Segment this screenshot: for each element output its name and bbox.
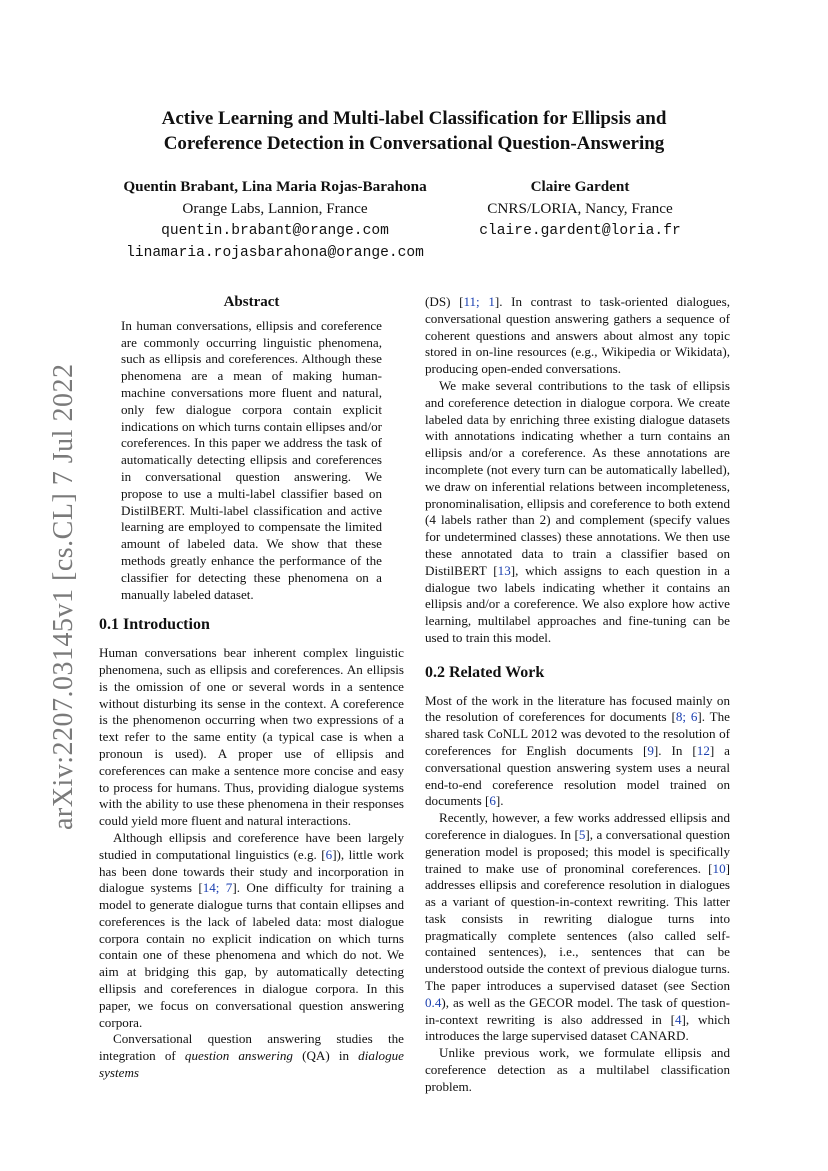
section-reference-link[interactable]: 0.4: [425, 994, 442, 1010]
title-line-2: Coreference Detection in Conversational Question-Answering: [163, 133, 665, 154]
intro-paragraph-3-start: [99, 1031, 404, 1081]
author-block-loria: [430, 176, 730, 242]
text-run: Recently, however, a few works addressed ellipsis and coreference in dialogues. In [: [425, 810, 730, 842]
intro-paragraph-2: [99, 830, 404, 1032]
arxiv-identifier-stamp: [4, 363, 79, 850]
author-block-orange: [100, 176, 450, 264]
text-run: ]. The shared task CoNLL 2012 was devoted to the resolution of coreferences for English documents [: [425, 709, 730, 758]
section-heading-introduction: 0.1 Introduction: [99, 616, 210, 634]
text-run: ] addresses ellipsis and coreference resolution in dialogues as a variant of question-in-context rewriting. This latter task consists in rewriting dialogue turns into pragmatically complete sentences (also called self-contained sentences), i.e., sentences that can be understood outside the context of previous dialogue turns. The paper introduces a supervised dataset (see Section: [425, 860, 730, 994]
author-affiliation: Orange Labs, Lannion, France: [182, 200, 368, 217]
citation-link[interactable]: 10: [712, 860, 726, 876]
arxiv-stamp-text: arXiv:2207.03145v1 [cs.CL] 7 Jul 2022: [48, 363, 79, 830]
emphasis-text: question answering: [184, 1048, 293, 1064]
emphasis-text: dialogue systems: [99, 1048, 404, 1081]
intro-paragraph-4: [425, 378, 730, 647]
author-email: quentin.brabant@orange.com: [161, 223, 389, 239]
text-run: ] a conversational question answering system uses a neural end-to-end coreference resolution model trained on documents [: [425, 742, 730, 809]
related-paragraph-1: [425, 693, 730, 811]
related-paragraph-2: [425, 810, 730, 1045]
left-column: [99, 294, 404, 1082]
text-run: ], which assigns to each question in a dialogue two labels indicating whether it contains an ellipsis and/or a coreference. We also explore how active learning, multilabel approaches and fine-tuning can be used to train this model.: [425, 562, 730, 645]
citation-link[interactable]: 6: [325, 846, 333, 862]
text-run: ), as well as the GECOR model. The task of question-in-context rewriting is also addressed in [: [425, 994, 730, 1027]
citation-link[interactable]: 11; 1: [463, 294, 495, 309]
citation-link[interactable]: 4: [675, 1011, 682, 1027]
citation-link[interactable]: 13: [497, 562, 511, 578]
author-names: Quentin Brabant, Lina Maria Rojas-Barahona: [123, 178, 427, 195]
abstract-text: In human conversations, ellipsis and coreference are commonly occurring linguistic phenomena, such as ellipsis and coreferences. Although these phenomena are a mean of making human-machine conversations more fluent and natural, only few dialogue corpora contain explicit indications on which turns contain ellipses and/or coreferences. In this paper we address the task of automatically detecting ellipsis and coreferences in conversational question answering. We propose to use a multi-label classifier based on DistilBERT. Multi-label classification and active learning are employed to compensate the limited amount of labeled data. We show that these methods greatly enhance the performance of the classifier for detecting these phenomena on a manually labeled dataset.: [121, 317, 382, 602]
text-run: We make several contributions to the task of ellipsis and coreference detection in dialogue corpora. We create labeled data by enriching three existing dialogue datasets with annotations indicating whether a turn contains an ellipsis and/or a coreference. As these annotations are incomplete (not every turn can be automatically labelled), we draw on inferential relations between incompleteness, pronominalisation, ellipsis and coreference to both extend (4 labels rather than 2) and complement (specify values for undetermined classes) these annotations. We then use these annotated data to train a classifier based on DistilBERT [: [425, 377, 730, 578]
intro-paragraph-1: Human conversations bear inherent complex linguistic phenomena, such as ellipsis and coreferences. An ellipsis is the omission of one or several words in a sentence without disturbing its sense in the context. A coreference is the phenomenon occurring when two expressions of a text refer to the same entity (a typical case is when a pronoun is used). A proper use of ellipsis and coreferences can make a sentence more concise and easy to process for humans. Thus, providing dialogue systems with the ability to use these phenomena in their responses could yield more fluent and natural interactions.: [99, 645, 404, 829]
author-list: [100, 176, 728, 266]
text-run: ]. In [: [653, 742, 697, 758]
citation-link[interactable]: 14; 7: [202, 880, 233, 896]
title-line-1: Active Learning and Multi-label Classification for Ellipsis and: [161, 108, 667, 129]
author-affiliation: CNRS/LORIA, Nancy, France: [487, 200, 673, 217]
intro-paragraph-3-end: [425, 294, 730, 378]
citation-link[interactable]: 5: [578, 826, 586, 842]
text-run: Most of the work in the literature has focused mainly on the resolution of coreferences for documents [: [425, 692, 730, 725]
section-heading-related-work: 0.2 Related Work: [425, 663, 545, 681]
author-names: Claire Gardent: [530, 178, 630, 195]
text-run: ].: [495, 793, 504, 809]
text-run: ]. One difficulty for training a model to generate dialogue turns that contain ellipses and coreferences is the lack of labeled data: most dialogue corpora contain no explicit indication on which turns contain one of these phenomena and which do not. We aim at bridging this gap, by automatically detecting ellipsis and coreferences in dialogue corpora. In this paper, we focus on conversational question answering corpora.: [99, 880, 405, 1030]
right-column: [425, 294, 730, 1096]
author-email: claire.gardent@loria.fr: [479, 223, 681, 239]
citation-link[interactable]: 12: [696, 742, 710, 758]
text-run: (QA) in: [292, 1048, 359, 1064]
citation-link[interactable]: 8; 6: [675, 709, 698, 725]
text-run: (DS) [: [425, 294, 464, 309]
citation-link[interactable]: 9: [647, 742, 654, 758]
text-run: ], which introduces the large supervised dataset CANARD.: [425, 1011, 730, 1044]
text-run: Conversational question answering studies the integration of: [99, 1031, 404, 1064]
text-run: ]), little work has been done towards their study and incorporation in dialogue systems [: [99, 846, 404, 896]
author-email: linamaria.rojasbarahona@orange.com: [126, 245, 424, 261]
related-paragraph-3: Unlike previous work, we formulate ellipsis and coreference detection as a multilabel classification problem.: [425, 1045, 730, 1094]
text-run: Although ellipsis and coreference have been largely studied in computational linguistics (e.g. [: [99, 829, 404, 862]
text-run: ]. In contrast to task-oriented dialogues, conversational question answering gathers a sequence of coherent questions and answers about almost any topic stored in on-line resources (e.g., Wikipedia or Wikidata), producing open-ended conversations.: [425, 294, 730, 377]
abstract-heading: Abstract: [223, 294, 280, 310]
citation-link[interactable]: 6: [489, 793, 496, 809]
paper-title: [100, 106, 728, 156]
text-run: ], a conversational question generation model is proposed; this model is specifically trained to make use of pronominal coreferences. [: [425, 826, 730, 876]
